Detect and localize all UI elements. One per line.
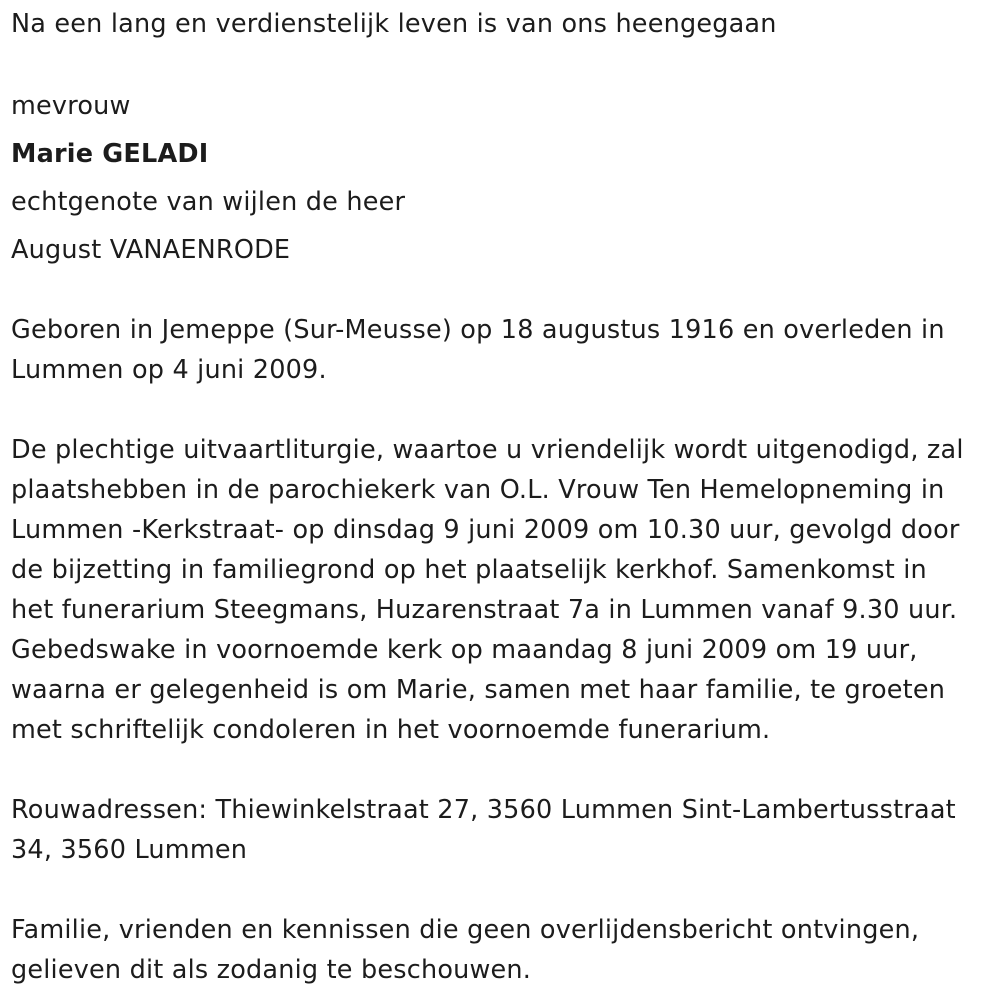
funeral-line: waarna er gelegenheid is om Marie, samen met haar familie, te groeten	[11, 675, 946, 705]
birth-death-line: Lummen op 4 juni 2009.	[11, 355, 327, 385]
spouse-name: August VANAENRODE	[11, 235, 291, 265]
intro-text: Na een lang en verdienstelijk leven is van ons heengegaan	[11, 9, 777, 39]
funeral-line: De plechtige uitvaartliturgie, waartoe u vriendelijk wordt uitgenodigd, zal	[11, 435, 964, 465]
funeral-line: plaatshebben in de parochiekerk van O.L. Vrouw Ten Hemelopneming in	[11, 475, 945, 505]
address-line: Rouwadressen: Thiewinkelstraat 27, 3560 Lummen Sint-Lambertusstraat	[11, 795, 956, 825]
funeral-line: Gebedswake in voornoemde kerk op maandag 8 juni 2009 om 19 uur,	[11, 635, 918, 665]
funeral-line: de bijzetting in familiegrond op het plaatselijk kerkhof. Samenkomst in	[11, 555, 927, 585]
deceased-name: Marie GELADI	[11, 139, 209, 169]
funeral-line: met schriftelijk condoleren in het voornoemde funerarium.	[11, 715, 771, 745]
address-line: 34, 3560 Lummen	[11, 835, 248, 865]
title-text: mevrouw	[11, 91, 131, 121]
closing-line: Familie, vrienden en kennissen die geen overlijdensbericht ontvingen,	[11, 915, 920, 945]
closing-line: gelieven dit als zodanig te beschouwen.	[11, 955, 532, 985]
spouse-relation: echtgenote van wijlen de heer	[11, 187, 406, 217]
funeral-line: het funerarium Steegmans, Huzarenstraat 7a in Lummen vanaf 9.30 uur.	[11, 595, 958, 625]
birth-death-line: Geboren in Jemeppe (Sur-Meusse) op 18 augustus 1916 en overleden in	[11, 315, 945, 345]
funeral-line: Lummen -Kerkstraat- op dinsdag 9 juni 2009 om 10.30 uur, gevolgd door	[11, 515, 960, 545]
